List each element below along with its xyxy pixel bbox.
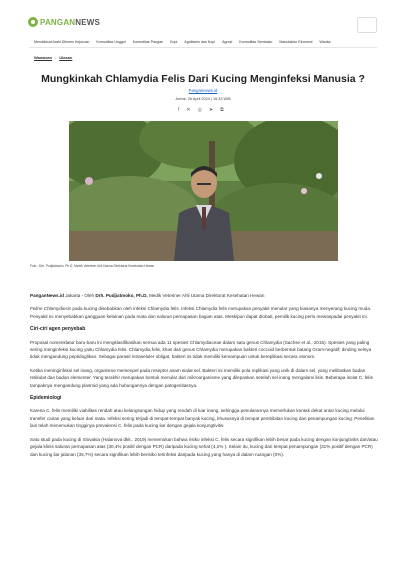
article-body [30, 292, 378, 464]
nav-item[interactable]: Komoditas Sembako [239, 40, 273, 44]
telegram-icon[interactable]: ➤ [208, 107, 214, 113]
nav-item[interactable]: Manufaktur Ekonomi [279, 40, 313, 44]
lead-role: Medik Veteriner Ahli Utama Direktorat Kesehatan Hewan [147, 293, 265, 298]
copy-link-icon[interactable]: ⧉ [220, 107, 224, 113]
menu-button[interactable] [357, 17, 377, 33]
logo-text-dark: NEWS [75, 17, 101, 27]
article-author[interactable]: Pangannews.id [188, 88, 218, 93]
breadcrumb: Wawasan / Ulasan [34, 55, 73, 60]
share-bar [178, 107, 224, 113]
paragraph: Proposal nomenklatur baru-baru ini mengklasifikasikan semua ada 11 spesies Chlamydiaceae dalam satu genus Chlamydia (Sachse et al., 2015). Spesies yang paling sering menginfeksi kucing yaitu Chlamydia felis. Chlamydia felis, khas dari genus Chlamydia merupakan bakteri coccoid berbentuk batang Gram-negatif; dinding selnya tidak mengandung peptidoglikan. Sebagai parasit intraseluler obligat, bakteri ini tidak memiliki kemampuan untuk bereplikasi secara otonom. [30, 339, 372, 360]
lead-text: Jakarta - Oleh [63, 293, 96, 298]
paragraph: Ketika meninginfeksi sel inang, organisme memenpel pada reseptor asam sialat sel. Bakteri ini memiliki pola replikasi yang unik di dalam sel, yang melibatkan badan retikulat dan badan elementer. Yang terakhir merupakan bentuk menular dari mikroorganisme yang dilepaskan setelah sel inang mengalami lisis. Beberapa isolat C. felis tampaknya mengandung plasmid yang ada hubungannya dengan patogenitasnya. [30, 367, 373, 388]
paragraph [30, 305, 378, 320]
top-nav [34, 40, 374, 44]
lead-author: Drh. Pudjiatmoko, Ph.D, [95, 293, 148, 298]
whatsapp-icon[interactable]: ◎ [197, 107, 202, 113]
logo-icon [28, 17, 38, 27]
photo-illustration [69, 121, 338, 261]
term-italic: Feline Chlamydiosis [30, 306, 72, 312]
lead-source: PanganNews.id [30, 293, 64, 298]
paragraph-text: pada kucing disebabkan oleh infeksi Chlamydia felis. Infeksi Chlamydia felis merupakan penyakit menular yang biasanya menyerang kucing muda. Penyakit ini menyebabkan gangguan kelainan pada mata dan saluran pernapasan bagian atas. Meskipun dapat diobati, pemilik kucing perlu mewaspadai penyakit ini. [30, 306, 372, 319]
paragraph: Satu studi pada kucing di Slovakia (Halanova dkk., 2019) menemukan bahwa risiko infeksi C. felis secara signifikan lebih besar pada kucing dengan konjungtivitis dan/atau gejala klinis saluran pernapasan atas (30,4% positif dengan PCR) daripada kucing sehat (4,2% ). Selain itu, kucing dari tempat penampungan (31% positif dengan PCR) dan kucing liar jalanan (35,7%) secara signifikan lebih berisiko terinfeksi daripada kucing yang hanya di dalam ruangan (0%). [30, 436, 378, 457]
article-photo [69, 121, 338, 261]
breadcrumb-home[interactable]: Wawasan [34, 55, 53, 60]
nav-item[interactable]: Mendikbud Arahi Dikmen Kejuruan [34, 40, 90, 44]
site-logo[interactable] [28, 17, 100, 27]
section-heading: Epidemiologi [30, 395, 62, 402]
photo-caption: Foto : Drh. Pudjiatmoko, Ph.D, Medik Veteriner Ahli Utama Direktorat Kesehatan Hewan. [30, 264, 156, 268]
lead-paragraph [30, 292, 378, 299]
twitter-icon[interactable]: ✕ [186, 107, 191, 113]
nav-item[interactable]: Komoditas Pangan [132, 40, 164, 44]
nav-item[interactable]: Wanita [319, 40, 331, 44]
site-header [0, 0, 406, 44]
nav-item[interactable]: Agrosi [222, 40, 233, 44]
breadcrumb-current[interactable]: Ulasan [59, 55, 73, 60]
nav-item[interactable]: Agribisnis dan Kopi [184, 40, 216, 44]
article-date: Jumat, 26 April 2024 | 16:33 WIB [175, 97, 231, 101]
nav-item[interactable]: Kopi [170, 40, 178, 44]
facebook-icon[interactable]: f [178, 107, 180, 113]
paragraph: Karena C. felis memiliki viabilitas rendah atau kelangsungan hidup yang rendah di luar inang, sehingga penularannya memerlukan kontak dekat antar kucing melalui transfer cairan yang keluar dari mata. Infeksi sering terjadi di tempat-tempat banyak kucing, khususnya di tempat pembibitan kucing dan penampungan kucing. Penelitian lain telah menemukan tingginya prevalensi C. felis pada kucing liar dengan gejala konjungtivitis. [30, 408, 375, 429]
article-title: Mungkinkah Chlamydia Felis Dari Kucing Menginfeksi Manusia ? [41, 73, 365, 85]
section-heading: Ciri-ciri agen penyebab [30, 326, 86, 333]
nav-item[interactable]: Komoditas Unggul [96, 40, 126, 44]
nav-divider [29, 47, 377, 48]
logo-text-green: PANGAN [40, 17, 76, 27]
